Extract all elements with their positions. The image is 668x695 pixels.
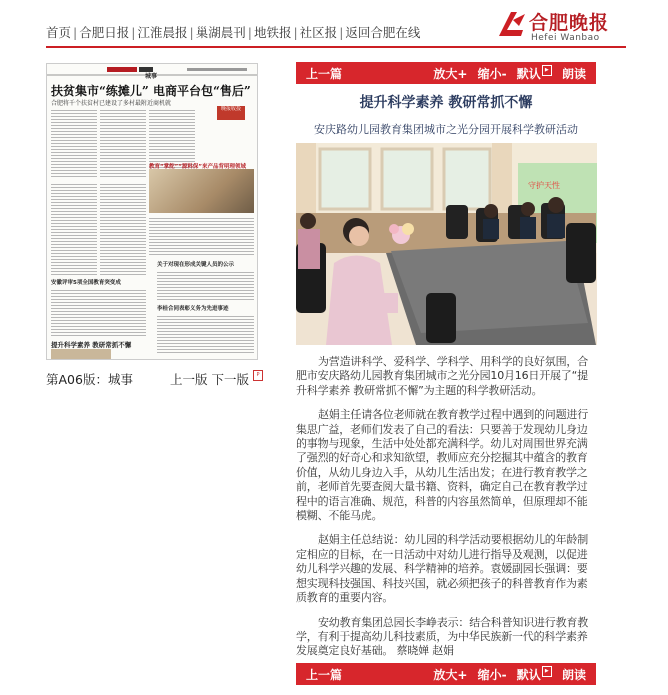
thumb-red-tag: 晚报收投 xyxy=(217,106,245,120)
thumb-text-column xyxy=(149,216,254,256)
nav-separator: | xyxy=(293,25,298,40)
nav-metro-paper[interactable]: 地铁报 xyxy=(253,25,292,40)
zoom-out-button[interactable]: 缩小- xyxy=(477,668,507,682)
logo-text-en: Hefei Wanbao xyxy=(531,33,600,43)
logo-text-cn: 合肥晚报 xyxy=(529,12,610,34)
nav-separator: | xyxy=(339,25,344,40)
nav-chaohu-morning[interactable]: 巢湖晨刊 xyxy=(195,25,246,40)
page-pager xyxy=(170,370,263,388)
thumb-box-3: 关于对现在形成关键人员的公示 xyxy=(157,262,235,268)
article-toolbar-top xyxy=(296,62,596,84)
zoom-in-button[interactable]: 放大+ xyxy=(433,67,468,81)
thumb-box-1: 教育“掌舵”“源料保”来产品背明理领域 xyxy=(149,164,246,170)
page-caption: 第A06版：城事 xyxy=(46,372,133,387)
read-aloud-button[interactable]: 朗读 xyxy=(561,668,586,682)
thumb-text-column xyxy=(157,314,254,354)
thumb-photo xyxy=(149,169,254,213)
nav-hefei-daily[interactable]: 合肥日报 xyxy=(79,25,130,40)
zoom-out-button[interactable]: 缩小- xyxy=(477,67,507,81)
thumb-text-column xyxy=(100,108,146,178)
thumb-text-column xyxy=(51,182,97,277)
top-nav xyxy=(46,23,420,41)
nav-back-hefei-online[interactable]: 返回合肥在线 xyxy=(345,25,421,40)
article-title: 提升科学素养 教研常抓不懈 xyxy=(359,95,533,111)
prev-article-button[interactable]: 上一篇 xyxy=(306,67,343,81)
article-body xyxy=(296,355,597,669)
next-page-link[interactable]: 下一版 xyxy=(211,372,250,387)
nav-separator: | xyxy=(189,25,194,40)
thumb-section: 城事 xyxy=(145,73,158,80)
nav-separator: | xyxy=(131,25,136,40)
thumb-text-column xyxy=(100,182,146,277)
article-toolbar-bottom xyxy=(296,663,596,685)
svg-text:守护天性: 守护天性 xyxy=(528,181,560,190)
default-size-button[interactable]: 默认 xyxy=(516,67,541,81)
logo-mark-icon xyxy=(497,10,527,40)
thumb-box-5: 李桂合同表彰义务为先进事迹 xyxy=(157,306,229,312)
thumb-subhead: 合肥将千个扶贫村已建设了多村最附近商机就 xyxy=(51,100,172,107)
pdf-icon[interactable]: P xyxy=(253,370,263,381)
default-size-button[interactable]: 默认 xyxy=(516,668,541,682)
thumb-photo-2 xyxy=(51,349,111,359)
thumb-text-column xyxy=(157,270,254,300)
article-paragraph: 赵娟主任总结说：幼儿园的科学活动要根据幼儿的年龄制定相应的目标，在一日活动中对幼儿进行指导及观测，以促进幼儿科学兴趣的发展、科学精神的培养。袁媛副园长强调：要想实现科技强国、科技兴国，就必须把孩子的科普教育作为素质教育的重要内容。 xyxy=(296,533,588,605)
nav-separator: | xyxy=(247,25,252,40)
nav-community-paper[interactable]: 社区报 xyxy=(299,25,338,40)
hefei-wanbao-logo[interactable] xyxy=(497,8,617,46)
nav-home[interactable]: 首页 xyxy=(46,25,72,40)
thumb-text-column xyxy=(149,108,195,168)
thumb-text-column xyxy=(51,108,97,178)
article-paragraph: 安幼教育集团总园长李峥表示：结合科普知识进行教育教学，有利于提高幼儿科技素质，为中华民族新一代的科学素养发展奠定良好基础。 蔡晓婵 赵娟 xyxy=(296,615,588,658)
header-divider xyxy=(46,46,626,48)
prev-article-button[interactable]: 上一篇 xyxy=(306,668,343,682)
nav-separator: | xyxy=(73,25,78,40)
zoom-in-button[interactable]: 放大+ xyxy=(433,668,468,682)
article-subtitle: 安庆路幼儿园教育集团城市之光分园开展科学教研活动 xyxy=(314,123,578,136)
classroom-meeting-image-icon xyxy=(296,143,597,345)
prev-page-link[interactable]: 上一版 xyxy=(170,372,208,387)
article-paragraph: 为营造讲科学、爱科学、学科学、用科学的良好氛围，合肥市安庆路幼儿园教育集团城市之光分园10月16日开展了“提升科学素养 教研常抓不懈”为主题的科学教研活动。 xyxy=(296,355,588,397)
read-aloud-button[interactable]: 朗读 xyxy=(561,67,586,81)
nav-jianghuai-morning[interactable]: 江淮晨报 xyxy=(137,25,188,40)
newspaper-page-thumbnail[interactable] xyxy=(46,63,258,360)
article-paragraph: 赵娟主任请各位老师就在教育教学过程中遇到的问题进行集思广益，老师们发表了自己的看法：只要善于发现幼儿身边的事物与现象，生活中处处都充满科学。幼儿对周围世界充满了强烈的好奇心和求知欲望，教师应充分挖掘其中蕴含的教育价值，从幼儿身边入手，从幼儿生活出发；在进行教育教学之前，老师首先要查阅大量书籍、资料，确定自己在教育教学过程中的语言准确、规范，科普的内容虽然简单，但原理却不能模糊、不能马虎。 xyxy=(296,408,588,523)
thumb-headline: 扶贫集市“练摊儿” 电商平台包“售后” xyxy=(51,84,251,98)
speaker-icon: ▶ xyxy=(542,666,552,677)
thumb-text-column xyxy=(51,288,146,338)
speaker-icon: ▶ xyxy=(542,65,552,76)
article-photo xyxy=(296,143,597,345)
thumb-box-4: 提升科学素养 教研常抓不懈 xyxy=(51,341,132,349)
thumb-box-2: 安徽评审5项全国教育突变成 xyxy=(51,280,121,286)
